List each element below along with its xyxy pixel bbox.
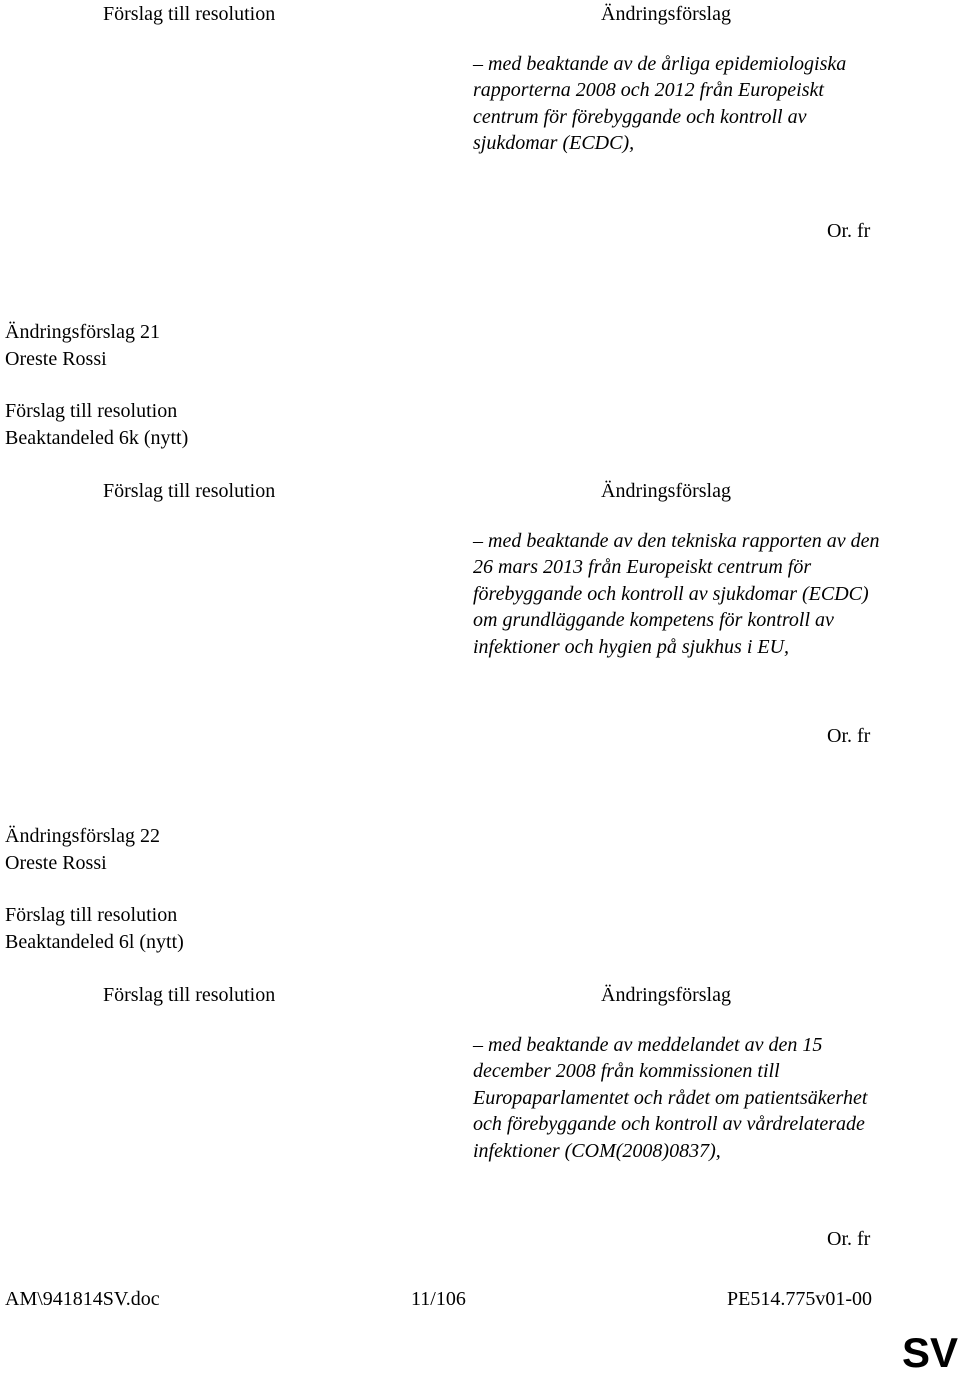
column-header-left: Förslag till resolution (103, 984, 276, 1006)
amendment-paragraph: – med beaktande av meddelandet av den 15 december 2008 från kommissionen till Europaparlamentet och rådet om patientsäkerhet och förebyggande och kontroll av vårdrelaterade infektioner (COM(2008)0837), (473, 1034, 868, 1162)
column-header-right: Ändringsförslag (601, 984, 731, 1006)
original-language: Or. fr (827, 220, 871, 242)
column-header-left: Förslag till resolution (103, 3, 276, 25)
amendment-text (473, 1032, 883, 1164)
amendment-title: Ändringsförslag 21 (5, 321, 160, 343)
amendment-header (5, 823, 184, 955)
amendment-author: Oreste Rossi (5, 851, 107, 874)
amendment-reference: Beaktandeled 6l (nytt) (5, 930, 184, 953)
footer-doc-ref: AM\941814SV.doc (5, 1288, 160, 1310)
language-code: SV (901, 1329, 958, 1376)
amendment-reference: Beaktandeled 6k (nytt) (5, 426, 189, 449)
footer-pe-ref: PE514.775v01-00 (727, 1288, 872, 1310)
amendment-text (473, 51, 883, 157)
amendment-document: Förslag till resolution (5, 400, 178, 422)
amendment-document: Förslag till resolution (5, 904, 178, 926)
column-header-left: Förslag till resolution (103, 480, 276, 502)
original-language: Or. fr (827, 1228, 871, 1250)
amendment-text (473, 528, 883, 660)
original-language: Or. fr (827, 725, 871, 747)
column-header-right: Ändringsförslag (601, 3, 731, 25)
amendment-author: Oreste Rossi (5, 347, 107, 370)
amendment-title: Ändringsförslag 22 (5, 825, 160, 847)
footer-page-number: 11/106 (411, 1288, 466, 1310)
amendment-paragraph: – med beaktande av den tekniska rapporten av den 26 mars 2013 från Europeiskt centrum för förebyggande och kontroll av sjukdomar (ECDC) om grundläggande kompetens för kontroll av infektioner och hygien på sjukhus i EU, (473, 530, 880, 658)
column-header-right: Ändringsförslag (601, 480, 731, 502)
amendment-paragraph: – med beaktande av de årliga epidemiologiska rapporterna 2008 och 2012 från Europeiskt centrum för förebyggande och kontroll av sjukdomar (ECDC), (473, 53, 847, 155)
amendment-header (5, 319, 188, 451)
